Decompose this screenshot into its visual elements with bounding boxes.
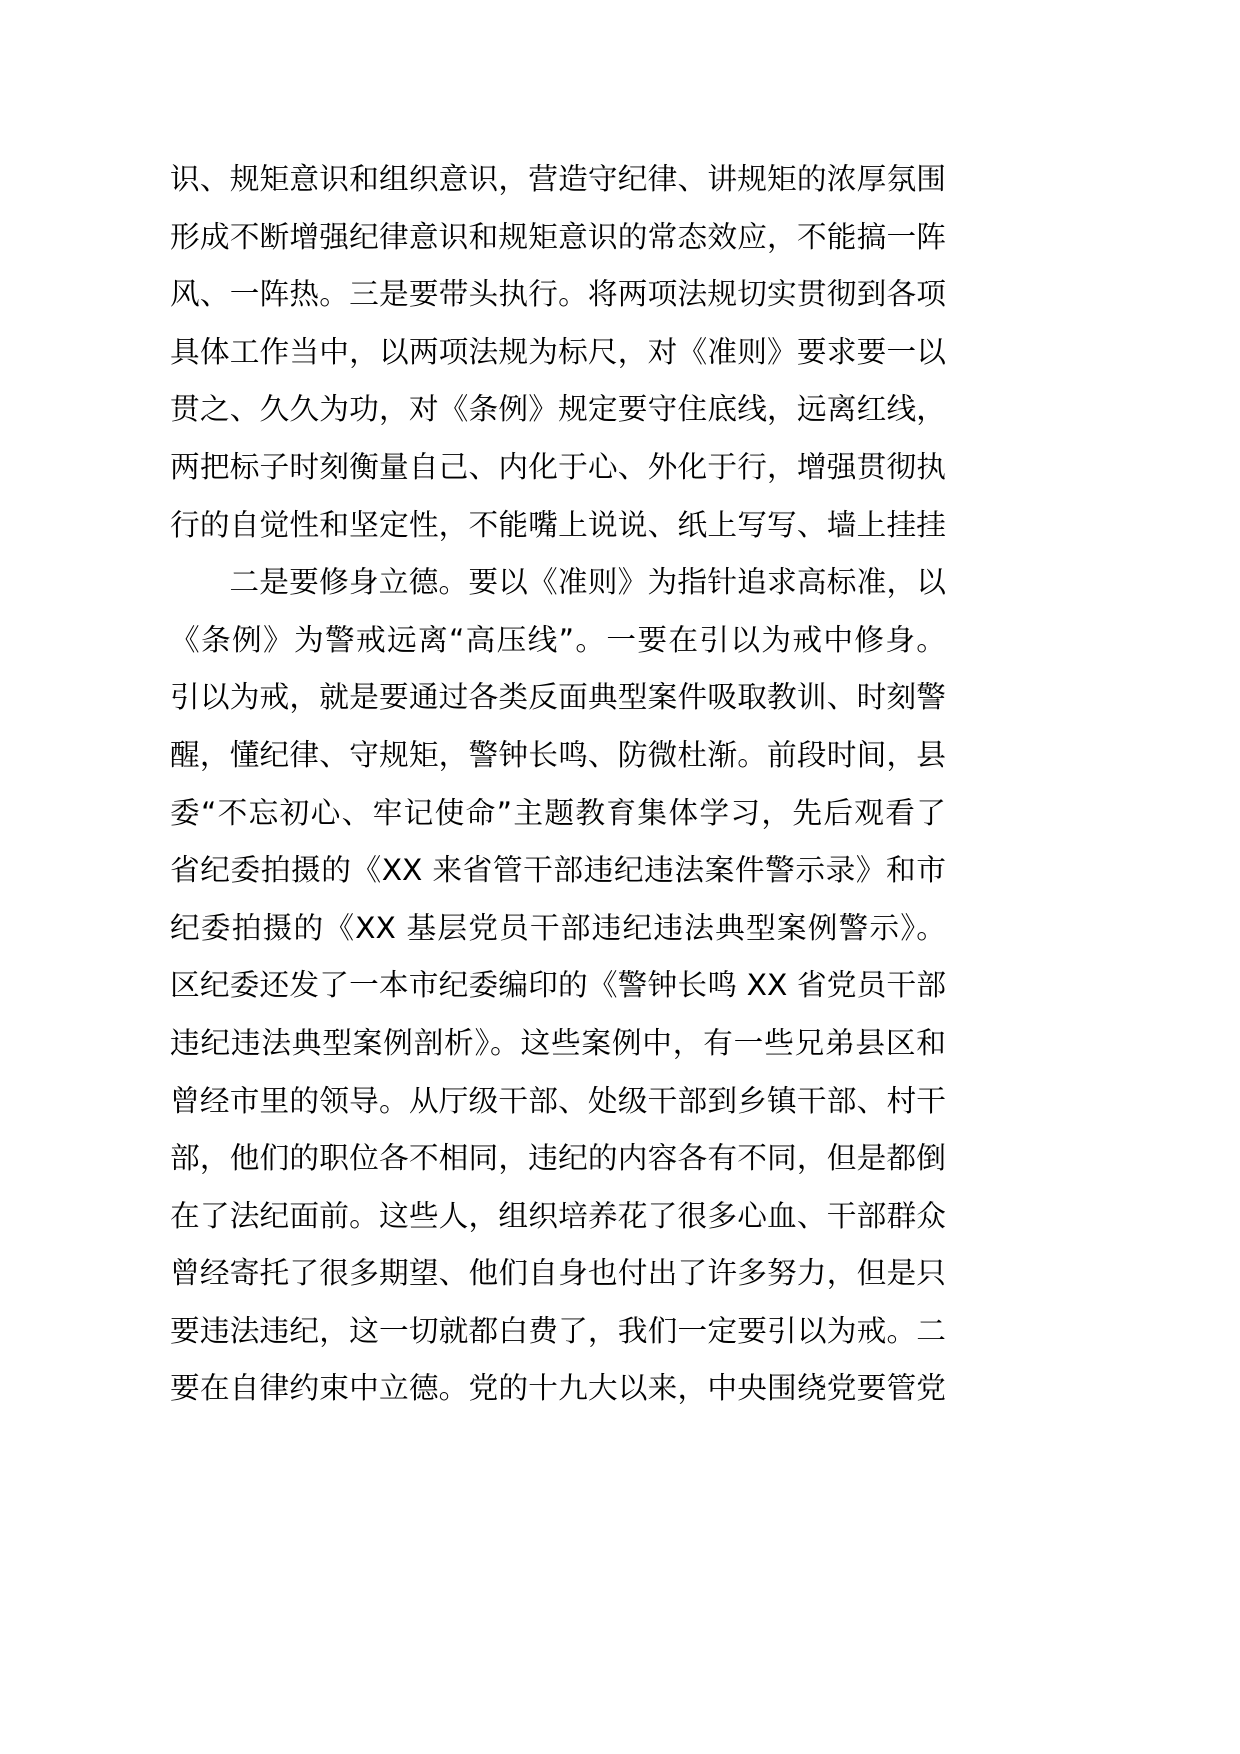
text-line: 部，他们的职位各不相同，违纪的内容各有不同，但是都倒 xyxy=(170,1141,946,1177)
text-line: 形成不断增强纪律意识和规矩意识的常态效应，不能搞一阵 xyxy=(170,219,946,255)
paragraph-start-line: 二是要修身立德。要以《准则》为指针追求高标准，以 xyxy=(229,565,946,601)
text-line: 识、规矩意识和组织意识，营造守纪律、讲规矩的浓厚氛围 xyxy=(170,162,946,197)
text-line: 《条例》为警戒远离“高压线”。一要在引以为戒中修身。 xyxy=(170,622,946,658)
text-line: 曾经寄托了很多期望、他们自身也付出了许多努力，但是只 xyxy=(170,1256,946,1292)
text-line: 贯之、久久为功，对《条例》规定要守住底线，远离红线， xyxy=(170,392,946,428)
text-line: 风、一阵热。三是要带头执行。将两项法规切实贯彻到各项 xyxy=(170,277,946,313)
body-text xyxy=(170,151,946,1418)
text-line: 引以为戒，就是要通过各类反面典型案件吸取教训、时刻警 xyxy=(170,680,946,716)
text-line: 曾经市里的领导。从厅级干部、处级干部到乡镇干部、村干 xyxy=(170,1083,946,1119)
text-line: 具体工作当中，以两项法规为标尺，对《准则》要求要一以 xyxy=(170,334,946,370)
text-line: 纪委拍摄的《XX 基层党员干部违纪违法典型案例警示》。 xyxy=(170,910,946,946)
text-line: 区纪委还发了一本市纪委编印的《警钟长鸣 XX 省党员干部 xyxy=(170,968,946,1004)
text-line: 在了法纪面前。这些人，组织培养花了很多心血、干部群众 xyxy=(170,1198,946,1234)
text-line: 两把标子时刻衡量自己、内化于心、外化于行，增强贯彻执 xyxy=(170,449,946,485)
text-line: 省纪委拍摄的《XX 来省管干部违纪违法案件警示录》和市 xyxy=(170,853,946,889)
text-line: 醒，懂纪律、守规矩，警钟长鸣、防微杜渐。前段时间，县 xyxy=(170,737,946,773)
text-line: 委“不忘初心、牢记使命”主题教育集体学习，先后观看了 xyxy=(170,795,946,831)
text-line: 行的自觉性和坚定性，不能嘴上说说、纸上写写、墙上挂挂 xyxy=(170,507,946,543)
text-line: 要在自律约束中立德。党的十九大以来，中央围绕党要管党 xyxy=(170,1371,946,1407)
text-line: 要违法违纪，这一切就都白费了，我们一定要引以为戒。二 xyxy=(170,1313,946,1349)
text-line: 违纪违法典型案例剖析》。这些案例中，有一些兄弟县区和 xyxy=(170,1025,946,1061)
